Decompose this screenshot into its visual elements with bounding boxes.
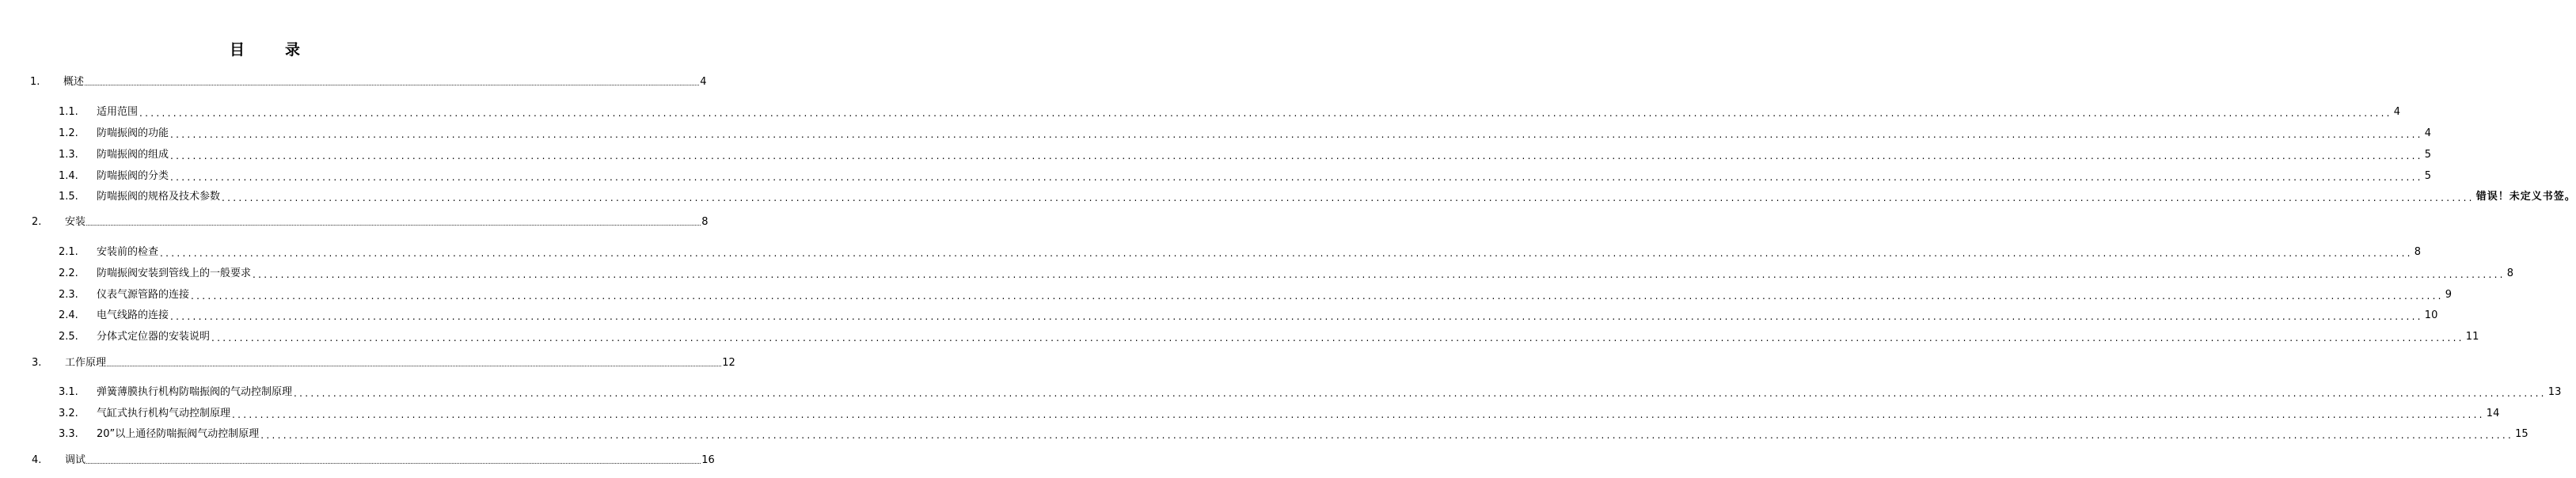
toc-entry-page: 4: [2393, 106, 2401, 118]
toc-leader-dots: ................................................................................................................................................................................................................................................................................................................................................................................................................: [170, 311, 2423, 322]
toc-entry-page: 5: [2424, 170, 2432, 182]
toc-entry-text: 气缸式执行机构气动控制原理: [97, 408, 231, 419]
toc-entry-page: 4: [700, 76, 707, 88]
toc-entry-number: 1.2.: [59, 127, 78, 139]
toc-entry-text: 防喘振阀的功能: [97, 127, 169, 139]
toc-leader-dots: ................................................................................................................................................................................................................................................................................................................................................................................................................: [160, 248, 2413, 259]
toc-entry-text: 弹簧薄膜执行机构防喘振阀的气动控制原理: [97, 386, 293, 398]
toc-leader-dots: ................................................................................................................................................................................................................................................................................................................................................................................................................: [294, 388, 2547, 399]
toc-entry-page: 11: [2465, 331, 2479, 343]
toc-entry-3-1[interactable]: [59, 385, 2562, 400]
toc-leader-dots: ................................................................................................................................................................................................................................................................................................................................................................................................................: [106, 361, 722, 368]
toc-entry-number: 3.: [32, 357, 42, 369]
toc-leader-dots: ................................................................................................................................................................................................................................................................................................................................................................................................................: [260, 430, 2514, 441]
toc-leader-dots: ................................................................................................................................................................................................................................................................................................................................................................................................................: [139, 108, 2392, 119]
toc-entry-number: 2.: [32, 216, 42, 228]
toc-entry-page: 10: [2424, 309, 2438, 321]
toc-entry-1-4[interactable]: [59, 169, 2432, 184]
toc-entry-page: 8: [701, 216, 709, 228]
toc-entry-1[interactable]: [30, 75, 707, 89]
toc-entry-page: 8: [2506, 267, 2514, 279]
toc-entry-number: 1.4.: [59, 170, 78, 182]
toc-entry-text: 20”以上通径防喘振阀气动控制原理: [97, 428, 260, 440]
toc-entry-page: 4: [2424, 127, 2432, 139]
toc-entry-2-2[interactable]: [59, 267, 2514, 281]
toc-entry-text: 调试: [65, 454, 86, 466]
toc-entry-text: 工作原理: [65, 357, 107, 369]
toc-entry-1-2[interactable]: [59, 127, 2432, 141]
toc-entry-number: 3.1.: [59, 386, 78, 398]
toc-leader-dots: ................................................................................................................................................................................................................................................................................................................................................................................................................: [211, 332, 2464, 343]
toc-entry-1-3[interactable]: [59, 148, 2432, 162]
toc-entry-text: 分体式定位器的安装说明: [97, 331, 211, 343]
toc-entry-2[interactable]: [32, 215, 709, 230]
toc-entry-3-3[interactable]: [59, 427, 2529, 442]
toc-entry-text: 安装前的检查: [97, 246, 159, 258]
toc-entry-page: 9: [2445, 289, 2453, 301]
toc-leader-dots: ................................................................................................................................................................................................................................................................................................................................................................................................................: [85, 458, 701, 465]
toc-entry-text: 仪表气源管路的连接: [97, 289, 190, 301]
toc-entry-2-4[interactable]: [59, 309, 2438, 323]
toc-entry-number: 2.5.: [59, 331, 78, 343]
toc-title: 目 录: [229, 41, 313, 59]
toc-entry-text: 电气线路的连接: [97, 309, 169, 321]
toc-entry-number: 1.: [30, 76, 40, 88]
toc-entry-number: 1.3.: [59, 149, 78, 161]
toc-leader-dots: ................................................................................................................................................................................................................................................................................................................................................................................................................: [222, 192, 2475, 203]
toc-entry-3[interactable]: [32, 356, 735, 370]
toc-entry-page: 12: [722, 357, 735, 369]
toc-entry-text: 适用范围: [97, 106, 139, 118]
toc-entry-number: 2.4.: [59, 309, 78, 321]
toc-entry-number: 3.2.: [59, 408, 78, 419]
toc-leader-dots: ................................................................................................................................................................................................................................................................................................................................................................................................................: [84, 80, 700, 87]
toc-entry-1-1[interactable]: [59, 105, 2401, 120]
toc-entry-2-5[interactable]: [59, 330, 2479, 344]
toc-entry-page: 13: [2548, 386, 2562, 398]
toc-entry-text: 防喘振阀的分类: [97, 170, 169, 182]
toc-entry-page: 14: [2486, 408, 2500, 419]
toc-entry-number: 1.5.: [59, 191, 78, 203]
toc-entry-number: 2.3.: [59, 289, 78, 301]
toc-entry-2-3[interactable]: [59, 288, 2453, 302]
toc-entry-page: 16: [701, 454, 715, 466]
toc-leader-dots: ................................................................................................................................................................................................................................................................................................................................................................................................................: [191, 290, 2444, 302]
toc-entry-text: 防喘振阀安装到管线上的一般要求: [97, 267, 252, 279]
toc-leader-dots: ................................................................................................................................................................................................................................................................................................................................................................................................................: [170, 150, 2423, 161]
toc-entry-text: 概述: [63, 76, 85, 88]
toc-entry-number: 1.1.: [59, 106, 78, 118]
toc-leader-dots: ................................................................................................................................................................................................................................................................................................................................................................................................................: [170, 172, 2423, 183]
toc-entry-error-text: 错误！未定义书签。: [2475, 191, 2576, 203]
toc-entry-page: 5: [2424, 149, 2432, 161]
toc-entry-text: 防喘振阀的规格及技术参数: [97, 191, 221, 203]
toc-entry-text: 安装: [65, 216, 86, 228]
toc-leader-dots: ................................................................................................................................................................................................................................................................................................................................................................................................................: [232, 409, 2485, 420]
toc-entry-page: 15: [2515, 428, 2529, 440]
toc-entry-2-1[interactable]: [59, 245, 2422, 260]
toc-leader-dots: ................................................................................................................................................................................................................................................................................................................................................................................................................: [170, 129, 2423, 140]
toc-entry-3-2[interactable]: [59, 407, 2500, 421]
toc-leader-dots: ................................................................................................................................................................................................................................................................................................................................................................................................................: [85, 220, 701, 227]
toc-entry-number: 4.: [32, 454, 42, 466]
toc-entry-1-5[interactable]: [59, 190, 2576, 204]
toc-entry-number: 2.2.: [59, 267, 78, 279]
toc-leader-dots: ................................................................................................................................................................................................................................................................................................................................................................................................................: [253, 269, 2506, 280]
toc-entry-text: 防喘振阀的组成: [97, 149, 169, 161]
toc-entry-number: 3.3.: [59, 428, 78, 440]
toc-entry-number: 2.1.: [59, 246, 78, 258]
toc-entry-4[interactable]: [32, 453, 715, 468]
toc-entry-page: 8: [2414, 246, 2422, 258]
